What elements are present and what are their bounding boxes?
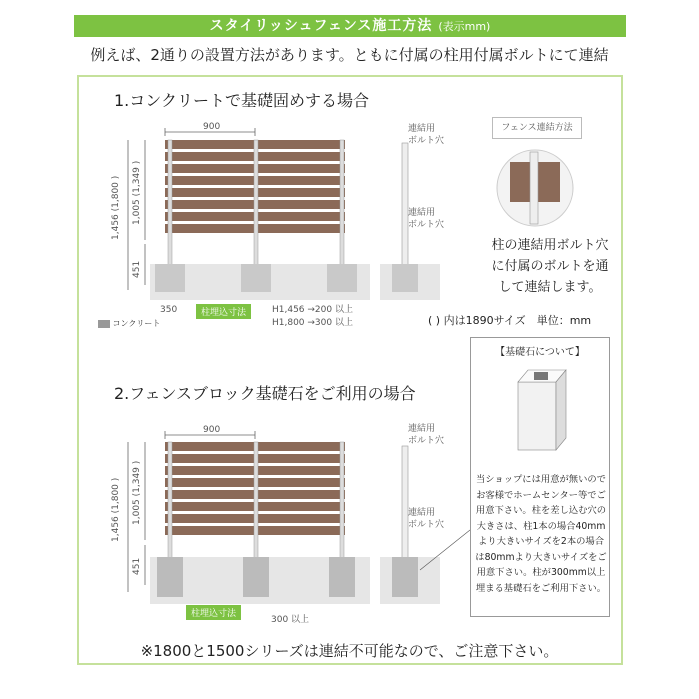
s2-lower-height: 451 [132, 557, 142, 575]
unit-note: ( ) 内は1890サイズ 単位：mm [428, 314, 592, 327]
connection-method-label: フェンス連結方法 [492, 117, 582, 139]
svg-text:連結用: 連結用 [408, 508, 436, 518]
s1-footing-1 [155, 264, 185, 292]
s1-footing-2 [241, 264, 271, 292]
s2-spacing: 300 以上 [271, 615, 310, 625]
s1-upper-height: 1,005 (1,349 ) [132, 160, 142, 225]
s1-spacing-2: H1,800 →300 以上 [272, 318, 353, 328]
svg-text:連結用: 連結用 [408, 424, 436, 434]
s2-burial-tag: 柱埋込寸法 [186, 605, 241, 620]
s2-stone-1 [157, 557, 183, 597]
s2-stone-2 [243, 557, 269, 597]
connection-note-line1: 柱の連結用ボルト穴 [491, 238, 609, 253]
s2-stone-3 [329, 557, 355, 597]
s2-width-dim: 900 [203, 425, 221, 435]
section1-heading: 1.コンクリートで基礎固めする場合 [114, 91, 369, 110]
s2-total-height: 1,456 (1,800 ) [111, 477, 121, 542]
connection-illustration [497, 150, 573, 226]
s1-bolt-label-b: ボルト穴 [408, 136, 445, 146]
concrete-swatch [98, 320, 110, 328]
subtitle: 例えば、2通りの設置方法があります。ともに付属の柱用付属ボルトにて連結 [90, 46, 609, 64]
s1-lower-height: 451 [132, 260, 142, 278]
s1-burial-tag: 柱埋込寸法 [196, 304, 251, 319]
svg-text:ボルト穴: ボルト穴 [408, 436, 445, 446]
section2-heading: 2.フェンスブロック基礎石をご利用の場合 [114, 384, 416, 403]
s1-width-dim: 900 [203, 122, 221, 132]
s1-bolt-label-c: 連結用 [408, 208, 436, 218]
connection-note-line3: して連結します。 [498, 280, 602, 295]
concrete-legend-label: コンクリート [112, 319, 161, 328]
s1-bolt-label-d: ボルト穴 [408, 220, 445, 230]
s1-total-height: 1,456 (1,800 ) [111, 175, 121, 240]
stone-title: 【基礎石について】 [495, 347, 585, 358]
connection-note [470, 235, 630, 298]
section1-fence [111, 122, 444, 328]
svg-text:ボルト穴: ボルト穴 [408, 520, 445, 530]
banner-unit: (表示mm) [438, 20, 491, 33]
s1-footing-width: 350 [160, 305, 178, 315]
bottom-note: ※1800と1500シリーズは連結不可能なので、ご注意下さい。 [140, 642, 559, 660]
banner-title: スタイリッシュフェンス施工方法 [209, 18, 433, 34]
s2-upper-height: 1,005 (1,349 ) [132, 460, 142, 525]
s1-bolt-label-a: 連結用 [408, 124, 436, 134]
s1-side-footing [392, 264, 418, 292]
connection-note-line2: に付属のボルトを通 [491, 259, 609, 274]
concrete-legend [98, 318, 160, 329]
stone-description: 当ショップには用意が無いのでお客様でホームセンター等でご用意下さい。柱を差し込む穴の大きさは、柱1本の場合40mmより大きいサイズを2本の場合は80mmより大きいサイズをご用意下さい。柱が300mm以上埋まる基礎石をご利用下さい。 [475, 474, 607, 594]
section2-fence [111, 422, 470, 625]
s1-spacing-1: H1,456 →200 以上 [272, 305, 353, 315]
s1-footing-3 [327, 264, 357, 292]
